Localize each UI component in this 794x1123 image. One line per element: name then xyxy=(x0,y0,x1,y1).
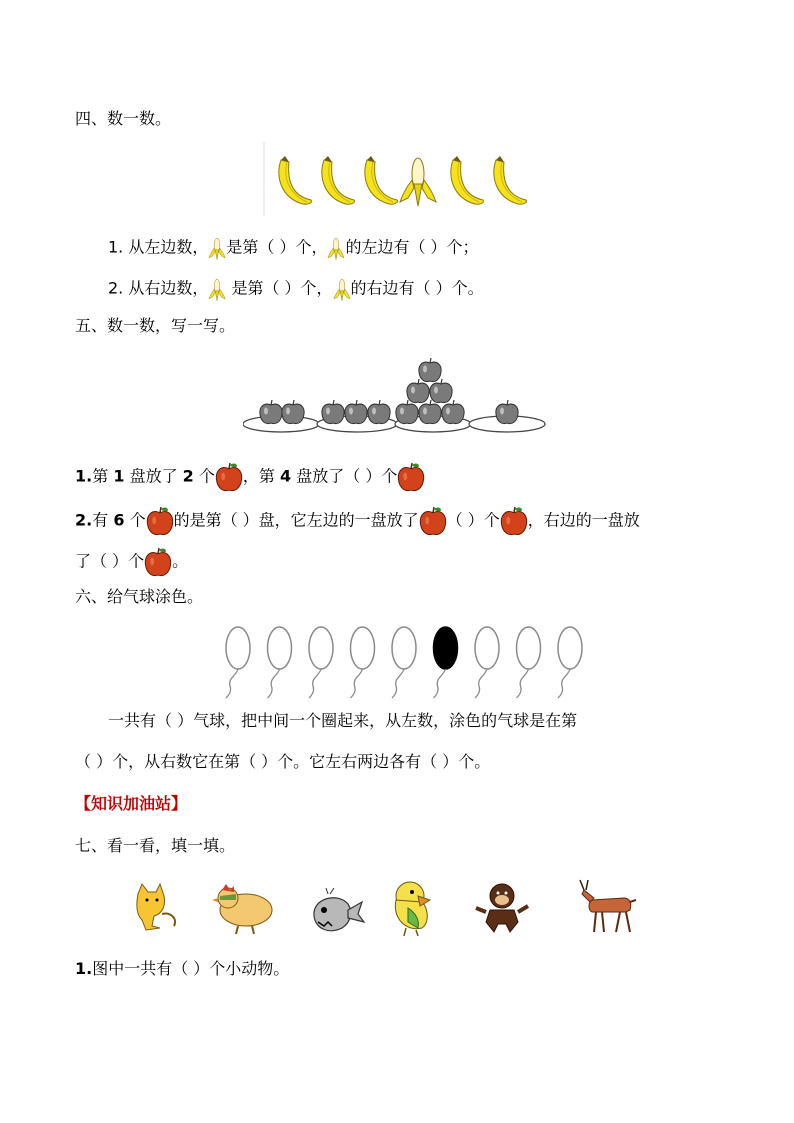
hen-icon xyxy=(212,884,272,934)
apple-icon xyxy=(322,400,344,424)
apple-icon xyxy=(430,379,452,403)
q-text: 有 xyxy=(92,510,109,530)
apple-icon xyxy=(419,400,441,424)
q-text: 盘放了（ ）个 xyxy=(296,466,398,486)
s5-question-1 xyxy=(75,462,425,492)
peeled-banana-icon xyxy=(400,158,436,206)
q-text: 的是第（ ）盘，它左边的一盘放了 xyxy=(173,510,419,530)
balloon-icon xyxy=(268,627,292,698)
apple-icon xyxy=(368,400,390,424)
apple-icon xyxy=(397,462,425,492)
peeled-banana-icon xyxy=(208,276,226,302)
q-text: （ ）个 xyxy=(446,510,500,530)
balloon-icon xyxy=(351,627,375,698)
section-4-heading: 四、数一数。 xyxy=(75,109,172,128)
apple-icon xyxy=(215,462,243,492)
apple-icon xyxy=(500,506,528,536)
balloon-icon xyxy=(558,627,582,698)
q-number: 6 xyxy=(113,510,125,530)
banana-icon xyxy=(494,156,527,204)
animal-row xyxy=(130,872,670,938)
banana-row xyxy=(263,142,529,216)
balloon-icon xyxy=(475,627,499,698)
q-text: 是第（ ）个， xyxy=(226,278,333,298)
q-number: 2 xyxy=(182,466,194,486)
apple-icon xyxy=(396,400,418,424)
q-text: 2. 从右边数， xyxy=(108,278,209,298)
q-number: 4 xyxy=(280,466,292,486)
q-text: 第 xyxy=(92,466,109,486)
s7-question-1 xyxy=(75,958,289,980)
q-text: 个 xyxy=(198,466,215,486)
banana-icon xyxy=(365,156,398,204)
peeled-banana-icon xyxy=(333,276,351,302)
apple-icon xyxy=(146,506,174,536)
balloon-icon xyxy=(309,627,333,698)
q-text: 个 xyxy=(129,510,146,530)
apple-icon xyxy=(407,379,429,403)
s5-question-2-cont xyxy=(75,547,188,577)
peeled-banana-icon xyxy=(208,235,226,261)
q-text: 盘放了 xyxy=(129,466,178,486)
q-text: ，右边的一盘放 xyxy=(527,510,640,530)
q-text: 图中一共有（ ）个小动物。 xyxy=(92,959,290,978)
apple-plates xyxy=(243,352,553,436)
apple-icon xyxy=(442,400,464,424)
antelope-icon xyxy=(580,880,636,932)
apple-icon xyxy=(345,400,367,424)
balloon-row xyxy=(218,614,583,700)
q-text: 了（ ）个 xyxy=(75,551,145,571)
s5-question-2 xyxy=(75,506,640,536)
section-7-heading: 七、看一看，填一填。 xyxy=(75,836,236,855)
apple-icon xyxy=(144,547,172,577)
apple-icon xyxy=(260,400,282,424)
section-5-heading: 五、数一数，写一写。 xyxy=(75,316,236,335)
q-text: ，第 xyxy=(242,466,275,486)
q-number: 1. xyxy=(75,959,93,978)
balloon-icon xyxy=(517,627,541,698)
apple-icon xyxy=(282,400,304,424)
whale-icon xyxy=(314,888,364,931)
section-6-heading: 六、给气球涂色。 xyxy=(75,587,204,606)
knowledge-station-heading: 【知识加油站】 xyxy=(75,794,188,813)
apple-icon xyxy=(496,400,518,424)
q-text: 是第（ ）个， xyxy=(226,237,328,257)
balloon-icon xyxy=(434,627,458,698)
peeled-banana-icon xyxy=(327,235,345,261)
banana-icon xyxy=(279,156,312,204)
parrot-icon xyxy=(395,882,430,936)
q-number: 1 xyxy=(113,466,125,486)
s4-question-1 xyxy=(108,235,479,261)
q-text: 1. 从左边数， xyxy=(108,237,209,257)
s6-paragraph-2: （ ）个，从右数它在第（ ）个。它左右两边各有（ ）个。 xyxy=(75,752,491,771)
cat-icon xyxy=(137,884,175,930)
q-number: 2. xyxy=(75,510,93,530)
balloon-icon xyxy=(226,627,250,698)
s4-question-2 xyxy=(108,276,484,302)
q-text: 的左边有（ ）个； xyxy=(345,237,479,257)
apple-icon xyxy=(419,506,447,536)
s6-paragraph-1: 一共有（ ）气球，把中间一个圈起来，从左数，涂色的气球是在第 xyxy=(108,711,578,730)
banana-icon xyxy=(322,156,355,204)
apple-icon xyxy=(419,358,441,382)
monkey-icon xyxy=(476,884,528,932)
q-number: 1. xyxy=(75,466,93,486)
q-text: 的右边有（ ）个。 xyxy=(350,278,484,298)
banana-icon xyxy=(451,156,484,204)
balloon-icon xyxy=(392,627,416,698)
q-text: 。 xyxy=(172,551,189,571)
